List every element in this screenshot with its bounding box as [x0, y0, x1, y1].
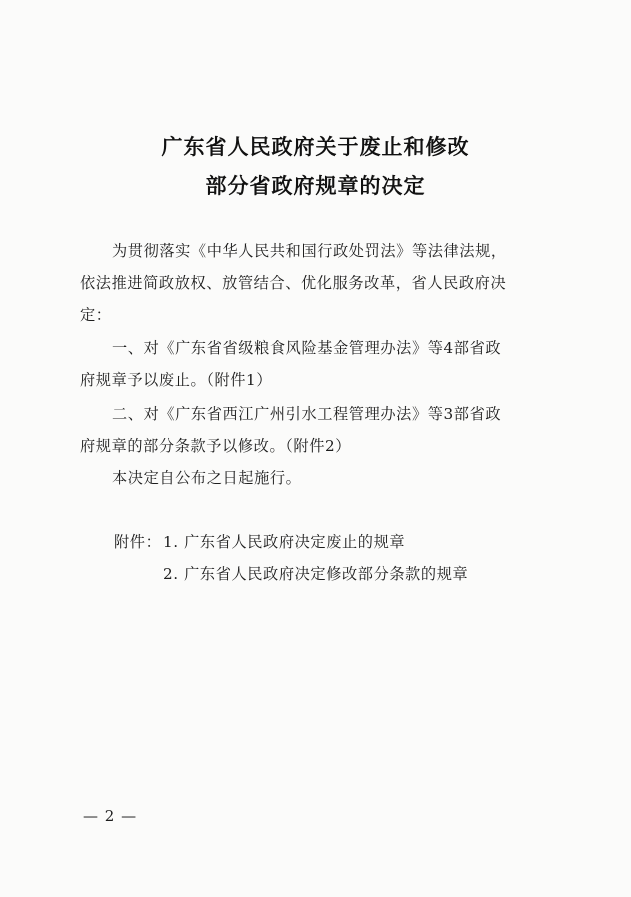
paragraph-intro-line-3: 定：	[80, 306, 112, 324]
document-title-line-1: 广东省人民政府关于废止和修改	[161, 135, 470, 159]
annex-item-1: 1. 广东省人民政府决定废止的规章	[163, 533, 406, 551]
paragraph-item-2-line-2: 府规章的部分条款予以修改。（附件2）	[80, 437, 352, 455]
annex-label: 附件：	[114, 533, 162, 551]
paragraph-intro-line-2: 依法推进简政放权、放管结合、优化服务改革，省人民政府决	[80, 274, 507, 292]
paragraph-item-1-line-2: 府规章予以废止。（附件1）	[80, 371, 273, 389]
annex-item-2: 2. 广东省人民政府决定修改部分条款的规章	[163, 565, 469, 583]
paragraph-effective-date: 本决定自公布之日起施行。	[112, 469, 302, 487]
page-number: — 2 —	[83, 807, 138, 825]
paragraph-intro-line-1: 为贯彻落实《中华人民共和国行政处罚法》等法律法规，	[112, 242, 507, 260]
paragraph-item-2-line-1: 二、对《广东省西江广州引水工程管理办法》等3部省政	[112, 405, 502, 423]
paragraph-item-1-line-1: 一、对《广东省省级粮食风险基金管理办法》等4部省政	[112, 339, 502, 357]
document-title-line-2: 部分省政府规章的决定	[205, 174, 426, 198]
